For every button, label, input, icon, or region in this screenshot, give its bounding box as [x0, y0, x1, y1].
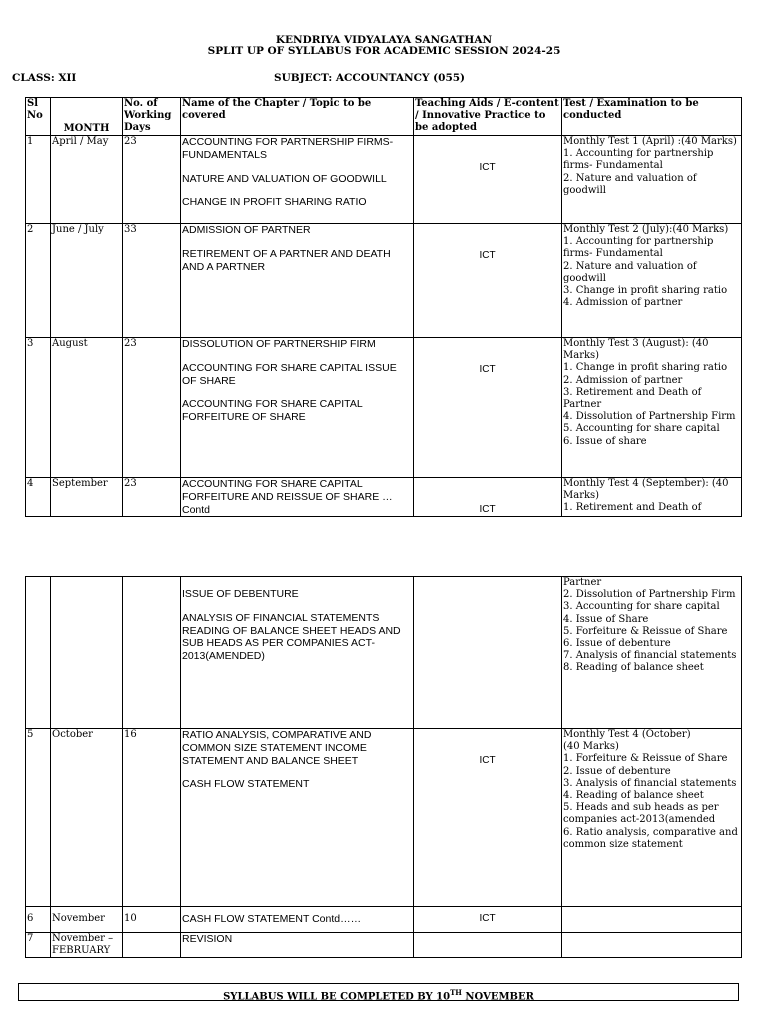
table-row — [26, 478, 742, 517]
chapter-item: ACCOUNTING FOR SHARE CAPITAL ISSUE OF SHARE — [182, 361, 397, 387]
row-month: November — [51, 907, 123, 933]
aids-text: ICT — [479, 364, 496, 375]
row-month: November – FEBRUARY — [51, 933, 123, 958]
chapter-item: DISSOLUTION OF PARTNERSHIP FIRM — [182, 338, 376, 350]
row-tests — [562, 729, 742, 907]
row-sl: 4 — [26, 478, 51, 517]
aids-text: ICT — [479, 504, 496, 516]
row-month — [51, 577, 123, 729]
test-item: 3. Accounting for share capital — [563, 601, 720, 613]
aids-text: ICT — [479, 755, 496, 766]
row-sl: 7 — [26, 933, 51, 958]
row-aids — [414, 577, 562, 729]
test-item: 3. Change in profit sharing ratio — [563, 284, 728, 296]
row-aids — [414, 933, 562, 958]
class-label: CLASS: XII — [12, 72, 77, 84]
aids-text — [415, 577, 560, 603]
row-aids — [414, 478, 562, 517]
table-row — [26, 136, 742, 224]
test-item: Monthly Test 4 (October) — [563, 729, 691, 740]
row-aids — [414, 338, 562, 478]
syllabus-table-1 — [25, 97, 742, 517]
test-item: 2. Issue of debenture — [563, 765, 671, 777]
row-chapters — [181, 577, 414, 729]
row-chapters — [181, 136, 414, 224]
row-tests — [562, 907, 742, 933]
row-days: 33 — [123, 224, 181, 338]
chapter-item: ISSUE OF DEBENTURE — [182, 588, 299, 600]
row-tests — [562, 224, 742, 338]
test-item: (40 Marks) — [563, 741, 619, 753]
syllabus-table-2 — [25, 576, 742, 958]
completion-note-month: NOVEMBER — [461, 991, 534, 1003]
chapter-item: RATIO ANALYSIS, COMPARATIVE AND COMMON SIZE STATEMENT INCOME STATEMENT AND BALANCE SHEET — [182, 729, 372, 767]
chapter-item: NATURE AND VALUATION OF GOODWILL — [182, 172, 387, 185]
chapter-item: ADMISSION OF PARTNER — [182, 224, 311, 236]
row-sl: 6 — [26, 907, 51, 933]
aids-text: ICT — [479, 913, 496, 925]
test-item: 4. Reading of balance sheet — [563, 789, 704, 801]
header-chapter: Name of the Chapter / Topic to be covered — [181, 98, 414, 136]
test-item: 2. Dissolution of Partnership Firm — [563, 589, 736, 601]
test-item: 1. Forfeiture & Reissue of Share — [563, 753, 728, 765]
header-test: Test / Examination to be conducted — [562, 98, 742, 136]
aids-text: ICT — [479, 250, 496, 261]
test-item: Partner — [563, 577, 602, 588]
row-aids — [414, 907, 562, 933]
table-row — [26, 933, 742, 958]
test-item: 6. Issue of share — [563, 435, 647, 447]
test-item: 5. Heads and sub heads as per companies act-2013(amended — [563, 802, 719, 826]
row-month: June / July — [51, 224, 123, 338]
row-tests — [562, 338, 742, 478]
row-sl: 1 — [26, 136, 51, 224]
header-days: No. of Working Days — [123, 98, 181, 136]
test-item: 1. Accounting for partnership firms- Fundamental — [563, 236, 714, 260]
row-tests — [562, 577, 742, 729]
table-row — [26, 729, 742, 907]
test-item: 4. Admission of partner — [563, 297, 683, 309]
row-chapters — [181, 224, 414, 338]
row-chapters — [181, 729, 414, 907]
header-month-label: MONTH — [63, 122, 110, 134]
row-tests — [562, 136, 742, 224]
chapter-item: ACCOUNTING FOR SHARE CAPITAL FORFEITURE AND REISSUE OF SHARE … Contd — [182, 478, 393, 516]
completion-note-text: SYLLABUS WILL BE COMPLETED BY 10 — [223, 991, 451, 1003]
row-sl: 3 — [26, 338, 51, 478]
test-item: 2. Admission of partner — [563, 374, 683, 386]
test-item: 4. Issue of Share — [563, 613, 649, 625]
row-aids — [414, 224, 562, 338]
test-item: 6. Ratio analysis, comparative and common size statement — [563, 826, 738, 850]
row-sl: 2 — [26, 224, 51, 338]
row-tests — [562, 478, 742, 517]
test-item: Monthly Test 1 (April) :(40 Marks) — [563, 136, 737, 147]
test-item: 1. Accounting for partnership firms- Fundamental — [563, 148, 714, 172]
test-item: 3. Analysis of financial statements — [563, 777, 737, 789]
chapter-item: CASH FLOW STATEMENT — [182, 778, 310, 791]
row-aids — [414, 136, 562, 224]
aids-text: ICT — [479, 162, 496, 173]
table-row — [26, 907, 742, 933]
test-item: 5. Accounting for share capital — [563, 423, 720, 435]
row-days — [123, 933, 181, 958]
chapter-item: CHANGE IN PROFIT SHARING RATIO — [182, 196, 367, 209]
test-item: 2. Nature and valuation of goodwill — [563, 260, 697, 284]
test-item: Monthly Test 3 (August): (40 Marks) — [563, 338, 709, 362]
test-item: 5. Forfeiture & Reissue of Share — [563, 625, 728, 637]
completion-note — [18, 983, 739, 1001]
header-sl: Sl No — [26, 98, 51, 136]
test-item: 7. Analysis of financial statements — [563, 650, 737, 662]
chapter-item: ANALYSIS OF FINANCIAL STATEMENTS READING OF BALANCE SHEET HEADS AND SUB HEADS AS PER COMPANIES ACT-2013(AMENDED) — [182, 611, 401, 663]
row-days: 23 — [123, 478, 181, 517]
row-days: 23 — [123, 136, 181, 224]
chapter-item: RETIREMENT OF A PARTNER AND DEATH AND A PARTNER — [182, 247, 391, 273]
table-row — [26, 577, 742, 729]
test-item: 8. Reading of balance sheet — [563, 662, 704, 674]
test-item: 6. Issue of debenture — [563, 637, 671, 649]
table-row — [26, 224, 742, 338]
row-sl — [26, 577, 51, 729]
row-month: October — [51, 729, 123, 907]
chapter-item: CASH FLOW STATEMENT Contd…… — [182, 913, 362, 926]
subject-label: SUBJECT: ACCOUNTANCY (055) — [274, 72, 466, 84]
row-month: September — [51, 478, 123, 517]
chapter-item: ACCOUNTING FOR PARTNERSHIP FIRMS- FUNDAMENTALS — [182, 136, 394, 161]
row-aids — [414, 729, 562, 907]
table-row — [26, 338, 742, 478]
chapter-item: ACCOUNTING FOR SHARE CAPITAL FORFEITURE OF SHARE — [182, 398, 363, 424]
test-item: 4. Dissolution of Partnership Firm — [563, 411, 736, 423]
row-month: April / May — [51, 136, 123, 224]
header-aids: Teaching Aids / E-content / Innovative Practice to be adopted — [414, 98, 562, 136]
test-item: 1. Retirement and Death of — [563, 502, 702, 514]
row-month: August — [51, 338, 123, 478]
row-days — [123, 577, 181, 729]
row-chapters — [181, 338, 414, 478]
row-sl: 5 — [26, 729, 51, 907]
completion-note-sup: TH — [450, 988, 462, 997]
document-title: SPLIT UP OF SYLLABUS FOR ACADEMIC SESSION 2024-25 — [207, 45, 561, 57]
test-item: Monthly Test 2 (July):(40 Marks) — [563, 224, 729, 235]
row-days: 23 — [123, 338, 181, 478]
test-item: Monthly Test 4 (September): (40 Marks) — [563, 478, 729, 502]
test-item: 2. Nature and valuation of goodwill — [563, 172, 697, 196]
row-chapters — [181, 478, 414, 517]
org-title: KENDRIYA VIDYALAYA SANGATHAN — [275, 34, 493, 46]
test-item: 1. Change in profit sharing ratio — [563, 362, 728, 374]
header-month — [51, 98, 123, 136]
row-days: 16 — [123, 729, 181, 907]
row-days: 10 — [123, 907, 181, 933]
chapter-item: REVISION — [182, 933, 233, 945]
row-tests — [562, 933, 742, 958]
test-item: 3. Retirement and Death of Partner — [563, 386, 702, 410]
row-chapters — [181, 907, 414, 933]
row-chapters — [181, 933, 414, 958]
